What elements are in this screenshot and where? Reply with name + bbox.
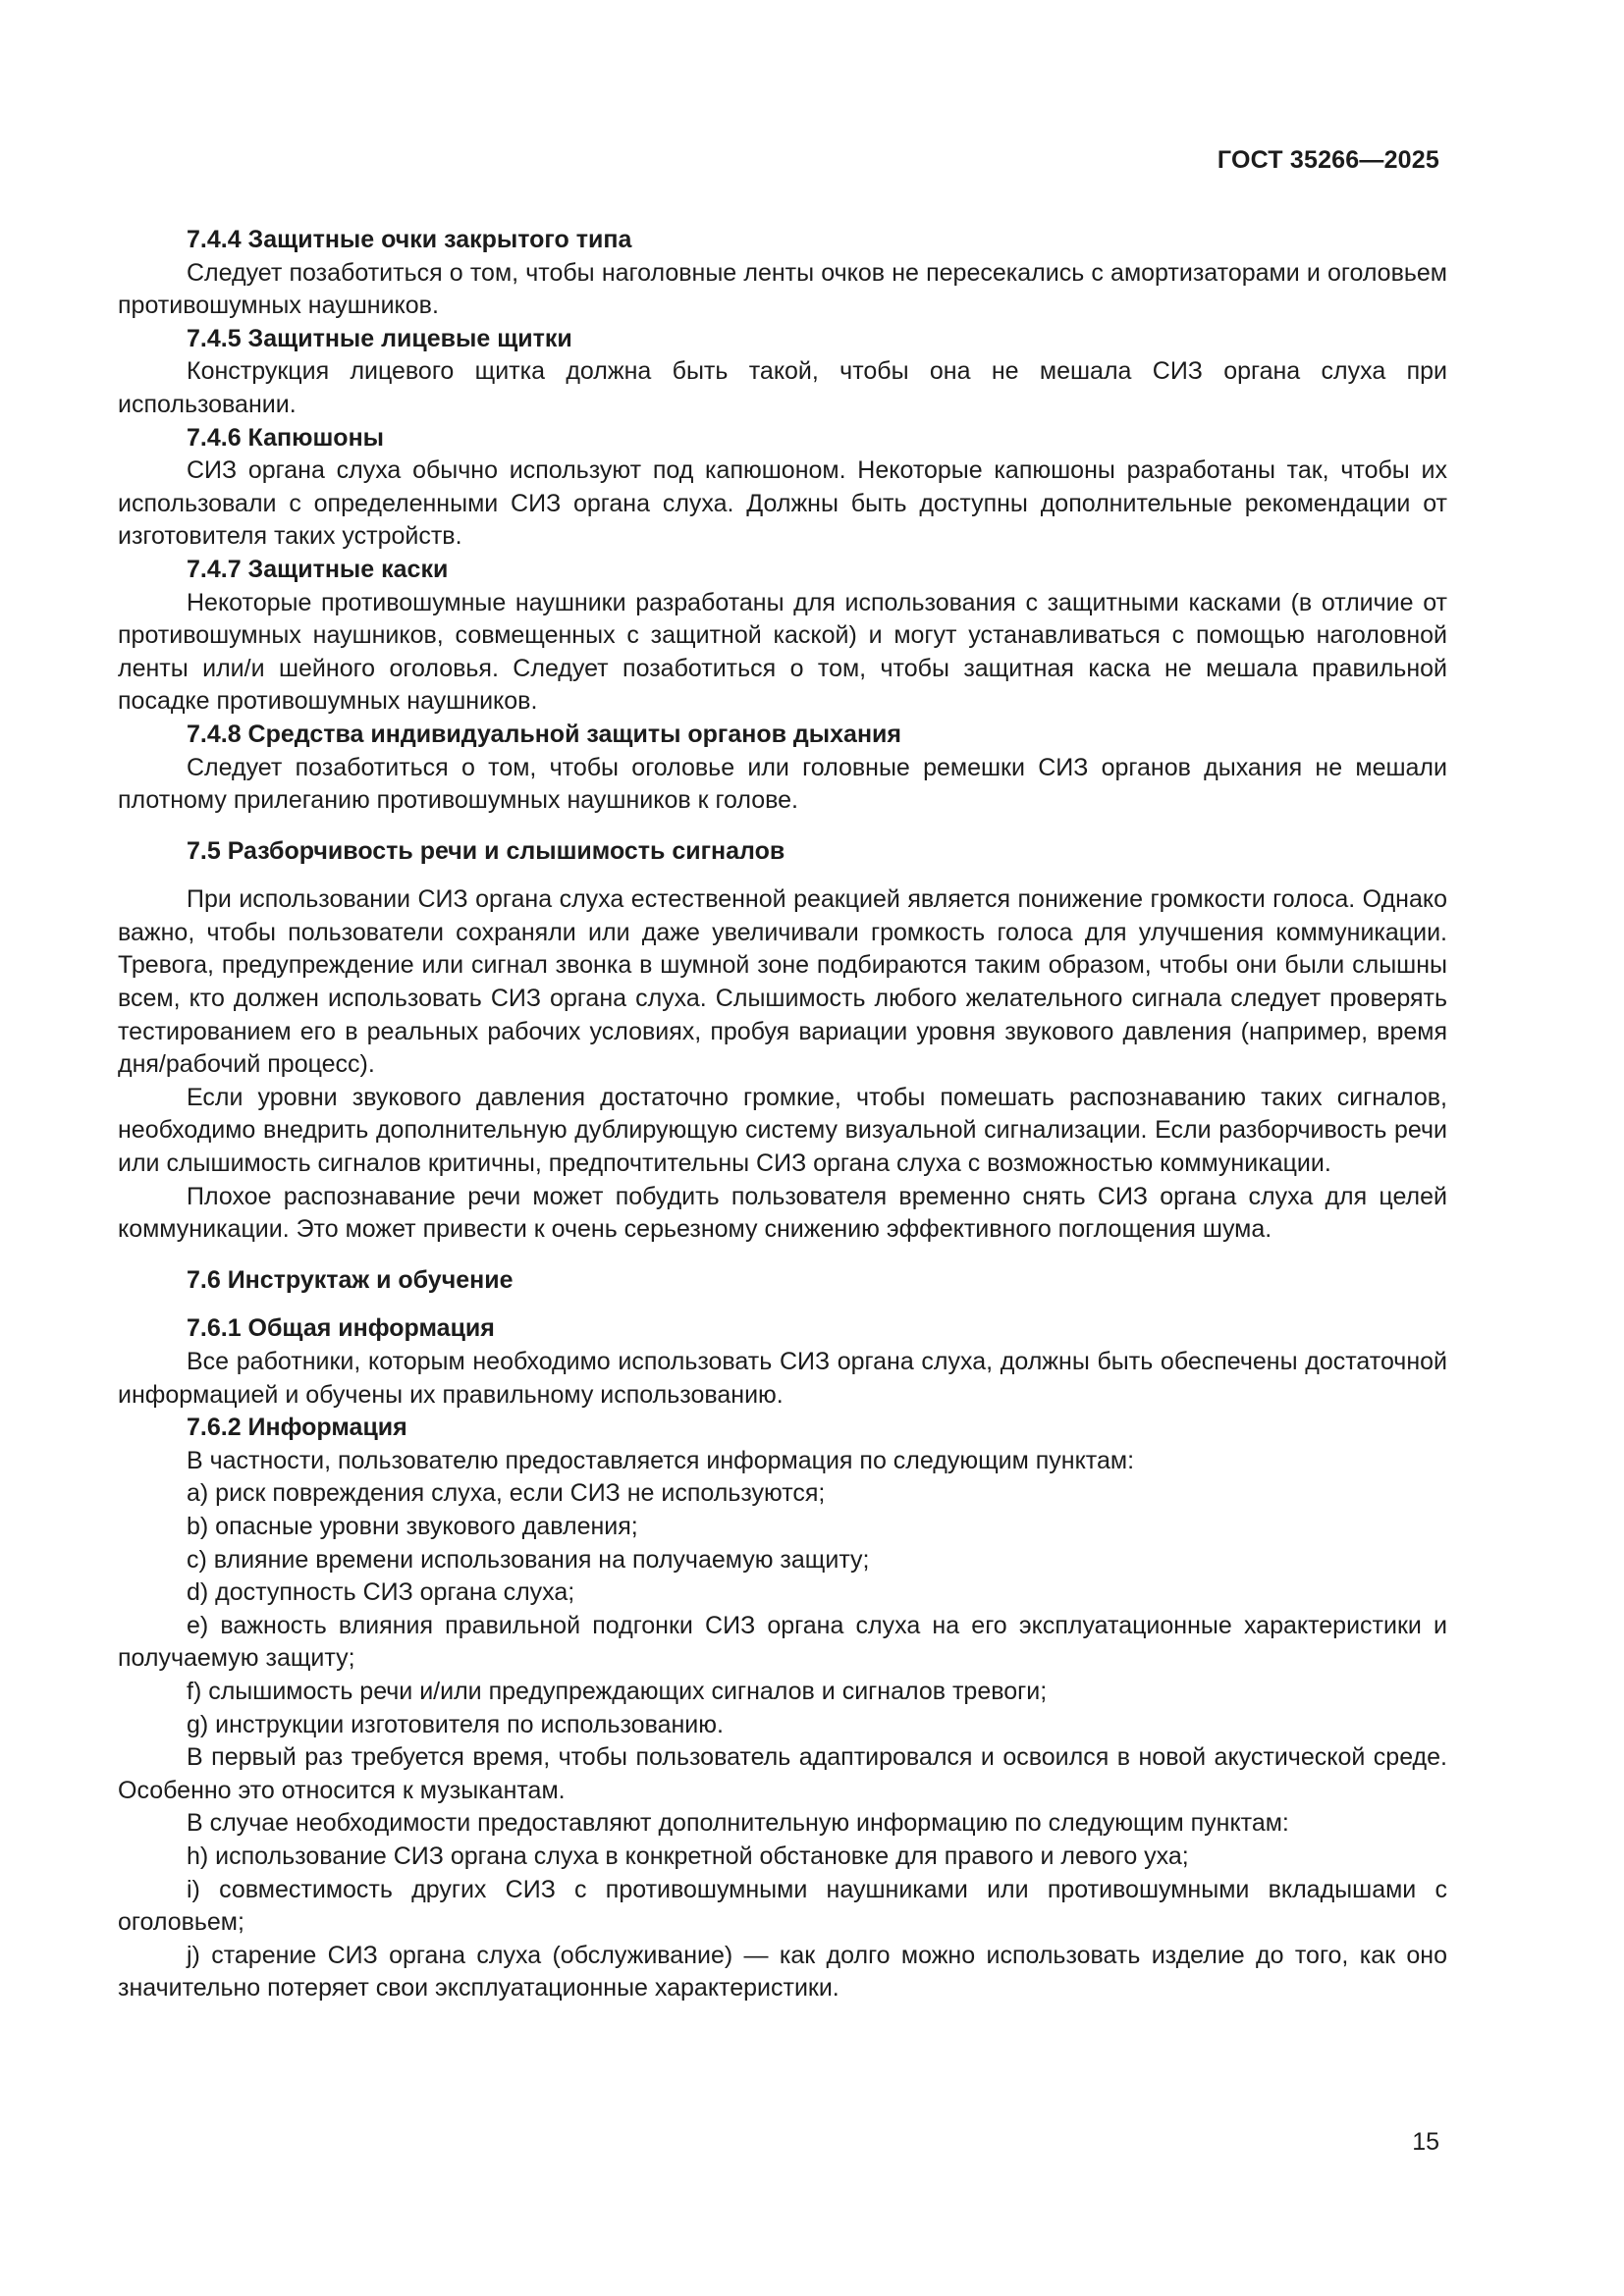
list-item-e: e) важность влияния правильной подгонки СИЗ органа слуха на его эксплуатационные характеристики и получаемую защиту; — [118, 1611, 1447, 1673]
list-item-h: h) использование СИЗ органа слуха в конкретной обстановке для правого и левого уха; — [187, 1842, 1189, 1870]
section-7-4-4-title: 7.4.4 Защитные очки закрытого типа — [187, 226, 632, 253]
section-7-4-8-paragraph: Следует позаботиться о том, чтобы оголовье или головные ремешки СИЗ органов дыхания не мешали плотному прилеганию противошумных наушников к голове. — [118, 753, 1447, 815]
list-item-c: c) влияние времени использования на получаемую защиту; — [187, 1545, 870, 1574]
list-item-a: a) риск повреждения слуха, если СИЗ не используются; — [187, 1479, 826, 1508]
section-7-6-2-title: 7.6.2 Информация — [187, 1414, 407, 1442]
section-7-4-6-title: 7.4.6 Капюшоны — [187, 423, 385, 452]
section-7-6-title: 7.6 Инструктаж и обучение — [187, 1265, 514, 1294]
section-7-4-6-paragraph: СИЗ органа слуха обычно используют под капюшоном. Некоторые капюшоны разработаны так, чтобы их использовали с определенными СИЗ органа слуха. Должны быть доступны дополнительные рекомендации от изготовителя таких устройств. — [118, 456, 1447, 551]
list-item-f: f) слышимость речи и/или предупреждающих сигналов и сигналов тревоги; — [187, 1677, 1048, 1705]
section-7-5-paragraph-1: При использовании СИЗ органа слуха естественной реакцией является понижение громкости голоса. Однако важно, чтобы пользователи сохраняли или даже увеличивали громкость голоса для улучшения коммуникации. Тревога, предупреждение или сигнал звонка в шумной зоне подбираются таким образом, чтобы они были слышны всем, кто должен использовать СИЗ органа слуха. Слышимость любого желательного сигнала следует проверять тестированием его в реальных рабочих условиях, пробуя вариации уровня звукового давления (например, время дня/рабочий процесс). — [118, 885, 1447, 1079]
section-7-5-paragraph-3: Плохое распознавание речи может побудить пользователя временно снять СИЗ органа слуха для целей коммуникации. Это может привести к очень серьезному снижению эффективного поглощения шума. — [118, 1182, 1447, 1244]
list-item-d: d) доступность СИЗ органа слуха; — [187, 1578, 575, 1607]
section-7-4-7-title: 7.4.7 Защитные каски — [187, 555, 449, 583]
section-7-4-5-paragraph: Конструкция лицевого щитка должна быть такой, чтобы она не мешала СИЗ органа слуха при использовании. — [118, 357, 1447, 418]
section-7-6-2-paragraph-3: В случае необходимости предоставляют дополнительную информацию по следующим пунктам: — [187, 1809, 1289, 1838]
section-7-6-2-paragraph-2: В первый раз требуется время, чтобы пользователь адаптировался и освоился в новой акустической среде. Особенно это относится к музыкантам. — [118, 1743, 1447, 1804]
standard-designation: ГОСТ 35266—2025 — [1217, 146, 1439, 174]
section-7-4-7-paragraph: Некоторые противошумные наушники разработаны для использования с защитными касками (в отличие от противошумных наушников, совмещенных с защитной каской) и могут устанавливаться с помощью наголовной ленты или/и шейного оголовья. Следует позаботиться о том, чтобы защитная каска не мешала правильной посадке противошумных наушников. — [118, 588, 1447, 716]
page-number: 15 — [1412, 2128, 1439, 2156]
section-7-4-5-title: 7.4.5 Защитные лицевые щитки — [187, 324, 572, 352]
list-item-g: g) инструкции изготовителя по использованию. — [187, 1710, 724, 1738]
list-item-i: i) совместимость других СИЗ с противошумными наушниками или противошумными вкладышами с оголовьем; — [118, 1875, 1447, 1937]
section-7-4-8-title: 7.4.8 Средства индивидуальной защиты органов дыхания — [187, 720, 902, 748]
section-7-4-4-paragraph: Следует позаботиться о том, чтобы наголовные ленты очков не пересекались с амортизаторами и оголовьем противошумных наушников. — [118, 258, 1447, 320]
section-7-6-1-paragraph: Все работники, которым необходимо использовать СИЗ органа слуха, должны быть обеспечены достаточной информацией и обучены их правильному использованию. — [118, 1348, 1447, 1409]
list-item-b: b) опасные уровни звукового давления; — [187, 1512, 638, 1540]
section-7-6-1-title: 7.6.1 Общая информация — [187, 1314, 495, 1343]
section-7-5-paragraph-2: Если уровни звукового давления достаточно громкие, чтобы помешать распознаванию таких сигналов, необходимо внедрить дополнительную дублирующую систему визуальной сигнализации. Если разборчивость речи или слышимость сигналов критичны, предпочтительны СИЗ органа слуха с возможностью коммуникации. — [118, 1083, 1447, 1178]
section-7-5-title: 7.5 Разборчивость речи и слышимость сигналов — [187, 836, 785, 865]
list-item-j: j) старение СИЗ органа слуха (обслуживание) — как долго можно использовать изделие до того, как оно значительно потеряет свои эксплуатационные характеристики. — [118, 1941, 1447, 2002]
page-body — [118, 224, 1447, 2005]
section-7-6-2-intro: В частности, пользователю предоставляется информация по следующим пунктам: — [187, 1446, 1135, 1474]
